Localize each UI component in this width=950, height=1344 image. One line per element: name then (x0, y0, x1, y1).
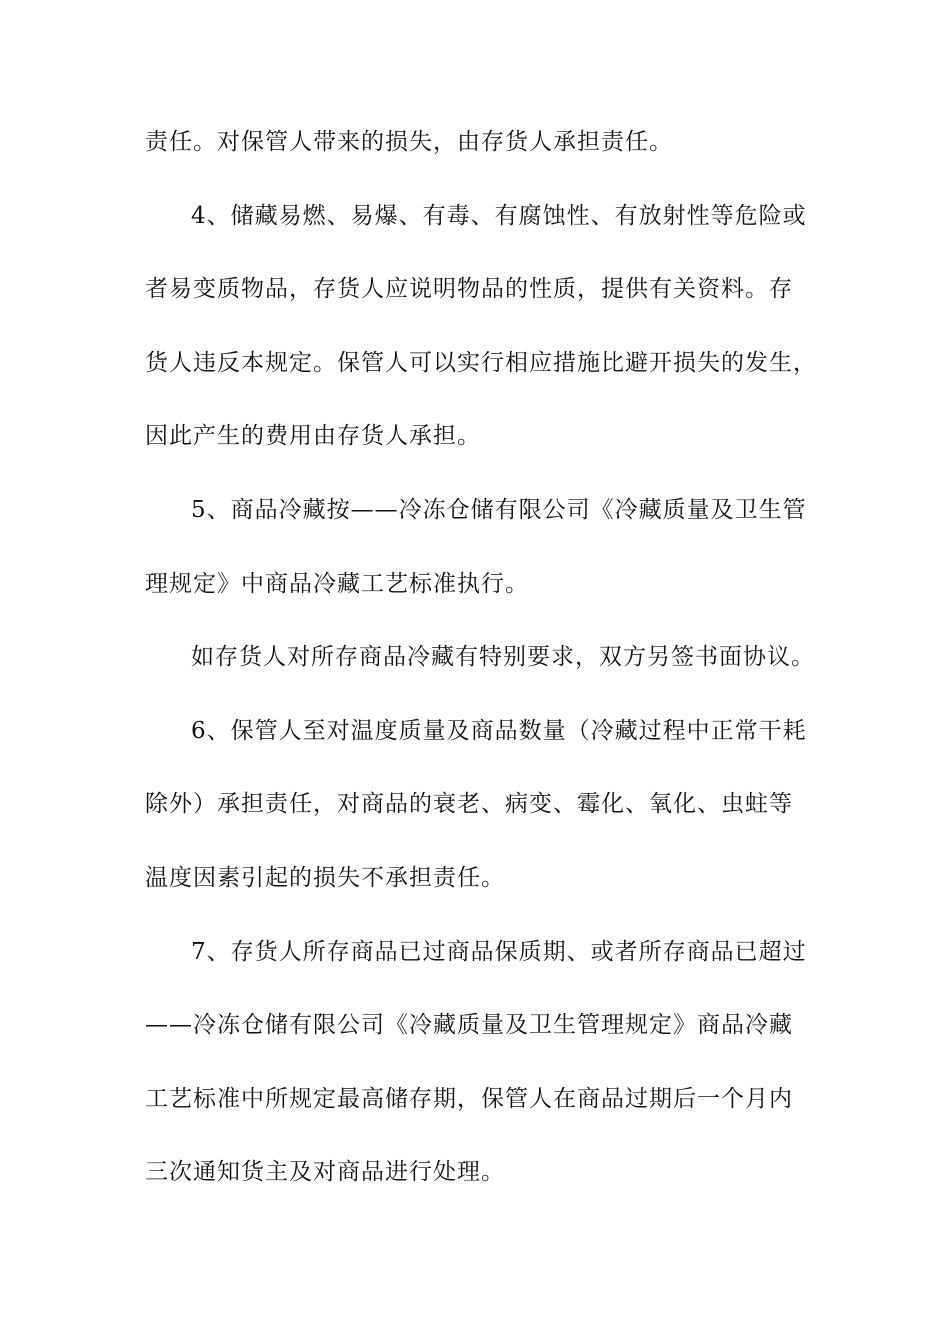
text-line: 除外）承担责任，对商品的衰老、病变、霉化、氧化、虫蛀等 (145, 791, 793, 818)
text-line: 6、保管人至对温度质量及商品数量（冷藏过程中正常干耗 (191, 717, 807, 744)
text-line: 5、商品冷藏按——冷冻仓储有限公司《冷藏质量及卫生管 (191, 496, 807, 523)
text-line: 因此产生的费用由存货人承担。 (145, 423, 481, 450)
text-line: 7、存货人所存商品已过商品保质期、或者所存商品已超过 (191, 938, 807, 965)
text-line: 货人违反本规定。保管人可以实行相应措施比避开损失的发生， (145, 349, 817, 376)
text-line: 者易变质物品，存货人应说明物品的性质，提供有关资料。存 (145, 276, 793, 303)
text-line: 温度因素引起的损失不承担责任。 (145, 864, 505, 891)
text-line: 理规定》中商品冷藏工艺标准执行。 (145, 570, 529, 597)
text-line: 工艺标准中所规定最高储存期，保管人在商品过期后一个月内 (145, 1085, 793, 1112)
text-line: 4、储藏易燃、易爆、有毒、有腐蚀性、有放射性等危险或 (191, 202, 807, 229)
text-line: 三次通知货主及对商品进行处理。 (145, 1159, 505, 1186)
text-line: ——冷冻仓储有限公司《冷藏质量及卫生管理规定》商品冷藏 (145, 1012, 793, 1039)
document-body (145, 128, 817, 1232)
text-line: 如存货人对所存商品冷藏有特别要求，双方另签书面协议。 (191, 644, 815, 671)
text-line: 责任。对保管人带来的损失，由存货人承担责任。 (145, 129, 673, 155)
